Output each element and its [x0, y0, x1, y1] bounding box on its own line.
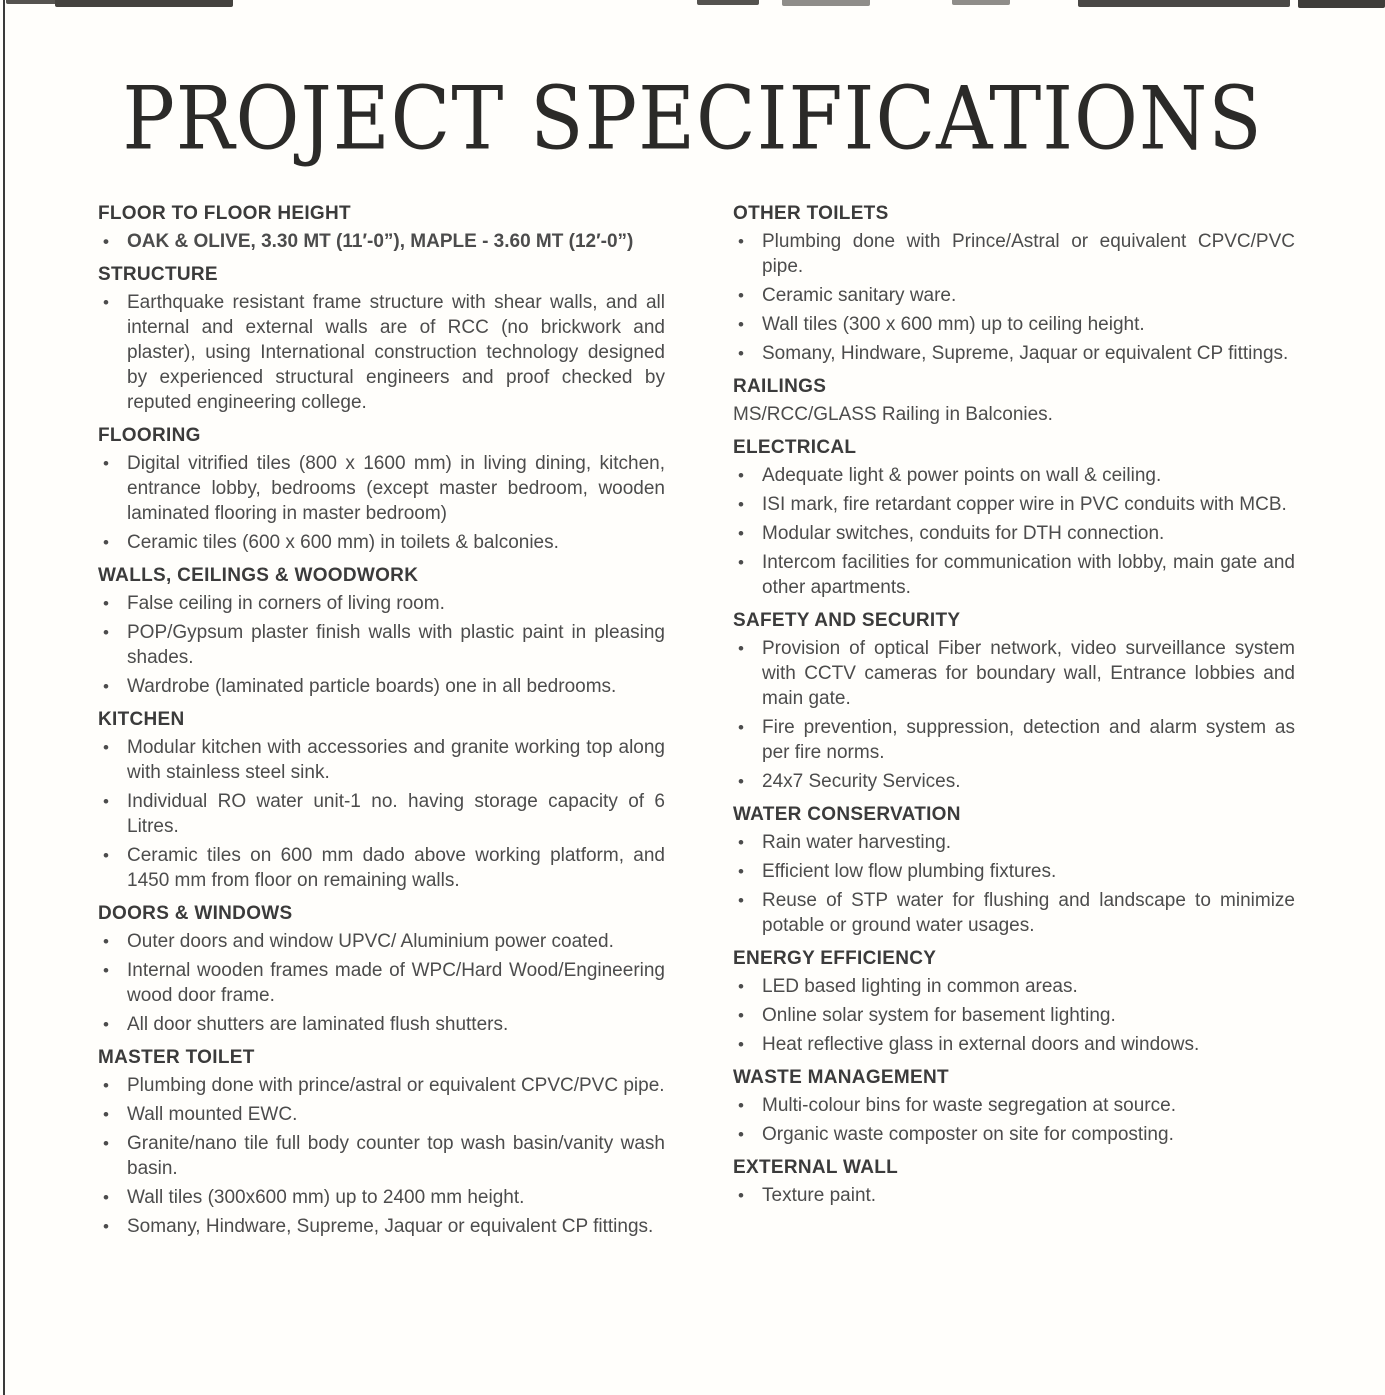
- section-heading: EXTERNAL WALL: [733, 1157, 899, 1178]
- bullet-icon: •: [103, 677, 109, 696]
- bullet-item: [98, 1102, 665, 1127]
- section-heading: DOORS & WINDOWS: [98, 903, 293, 924]
- item-text: Ceramic tiles (600 x 600 mm) in toilets & balconies.: [127, 532, 559, 553]
- bullet-item: [733, 283, 1295, 308]
- item-text: Multi-colour bins for waste segregation at source.: [762, 1095, 1176, 1116]
- item-text: OAK & OLIVE, 3.30 MT (11′-0”), MAPLE - 3.60 MT (12′-0”): [127, 231, 634, 252]
- section-items: [98, 591, 665, 699]
- section-items: [733, 402, 1295, 427]
- bullet-icon: •: [103, 738, 109, 757]
- page-title: PROJECT SPECIFICATIONS: [122, 69, 1263, 170]
- bullet-item: [98, 290, 665, 415]
- bullet-icon: •: [738, 772, 744, 791]
- item-text: Ceramic tiles on 600 mm dado above working platform, and 1450 mm from floor on remaining walls.: [127, 845, 665, 891]
- section-items: [98, 1073, 665, 1239]
- spec-section: [733, 203, 1295, 366]
- bullet-item: [733, 859, 1295, 884]
- item-text: Plumbing done with Prince/Astral or equivalent CPVC/PVC pipe.: [762, 231, 1295, 277]
- section-items: [98, 290, 665, 415]
- bullet-item: [733, 229, 1295, 279]
- bullet-icon: •: [738, 833, 744, 852]
- bullet-icon: •: [103, 1105, 109, 1124]
- spec-section: [733, 437, 1295, 600]
- bullet-item: [733, 636, 1295, 711]
- bullet-item: [98, 1185, 665, 1210]
- spec-section: [98, 1047, 665, 1239]
- item-text: Ceramic sanitary ware.: [762, 285, 957, 306]
- bullet-icon: •: [103, 293, 109, 312]
- section-heading: FLOORING: [98, 425, 201, 446]
- bullet-icon: •: [738, 1006, 744, 1025]
- item-text: Fire prevention, suppression, detection and alarm system as per fire norms.: [762, 717, 1295, 763]
- item-text: Online solar system for basement lighting.: [762, 1005, 1116, 1026]
- section-items: [733, 830, 1295, 938]
- item-text: Provision of optical Fiber network, video surveillance system with CCTV cameras for boundary wall, Entrance lobbies and main gate.: [762, 638, 1295, 709]
- item-text: Granite/nano tile full body counter top wash basin/vanity wash basin.: [127, 1133, 665, 1179]
- item-text: Modular switches, conduits for DTH connection.: [762, 523, 1165, 544]
- section-heading: STRUCTURE: [98, 264, 218, 285]
- spec-section: [98, 565, 665, 699]
- section-heading: SAFETY AND SECURITY: [733, 610, 961, 631]
- item-text: Individual RO water unit-1 no. having storage capacity of 6 Litres.: [127, 791, 665, 837]
- item-text: Intercom facilities for communication with lobby, main gate and other apartments.: [762, 552, 1295, 598]
- bullet-icon: •: [738, 1125, 744, 1144]
- bullet-item: [733, 715, 1295, 765]
- bullet-item: [733, 1183, 1295, 1208]
- bullet-item: [98, 735, 665, 785]
- item-text: ISI mark, fire retardant copper wire in PVC conduits with MCB.: [762, 494, 1287, 515]
- section-heading: WASTE MANAGEMENT: [733, 1067, 949, 1088]
- section-paragraph: [733, 402, 1295, 427]
- item-text: Organic waste composter on site for composting.: [762, 1124, 1174, 1145]
- top-edge-artifact: [1078, 0, 1290, 7]
- bullet-item: [733, 492, 1295, 517]
- bullet-icon: •: [103, 454, 109, 473]
- item-text: Somany, Hindware, Supreme, Jaquar or equivalent CP fittings.: [762, 343, 1289, 364]
- item-text: Adequate light & power points on wall & ceiling.: [762, 465, 1162, 486]
- bullet-item: [733, 521, 1295, 546]
- item-text: Plumbing done with prince/astral or equivalent CPVC/PVC pipe.: [127, 1075, 665, 1096]
- item-text: Heat reflective glass in external doors and windows.: [762, 1034, 1200, 1055]
- bullet-icon: •: [738, 466, 744, 485]
- spec-section: [98, 425, 665, 555]
- bullet-icon: •: [103, 1015, 109, 1034]
- bullet-item: [98, 620, 665, 670]
- bullet-icon: •: [738, 1186, 744, 1205]
- bullet-icon: •: [738, 495, 744, 514]
- section-heading: WALLS, CEILINGS & WOODWORK: [98, 565, 419, 586]
- section-items: [98, 451, 665, 555]
- item-text: POP/Gypsum plaster finish walls with plastic paint in pleasing shades.: [127, 622, 665, 668]
- section-items: [98, 229, 665, 254]
- bullet-icon: •: [103, 594, 109, 613]
- top-edge-artifact: [782, 0, 870, 6]
- bullet-icon: •: [103, 846, 109, 865]
- bullet-item: [733, 830, 1295, 855]
- bullet-item: [98, 843, 665, 893]
- bullet-item: [98, 958, 665, 1008]
- section-items: [733, 636, 1295, 794]
- item-text: 24x7 Security Services.: [762, 771, 961, 792]
- bullet-icon: •: [738, 639, 744, 658]
- bullet-icon: •: [738, 315, 744, 334]
- section-heading: RAILINGS: [733, 376, 827, 397]
- bullet-icon: •: [103, 1134, 109, 1153]
- left-border-rule: [3, 0, 5, 1395]
- bullet-item: [98, 674, 665, 699]
- bullet-item: [733, 463, 1295, 488]
- item-text: Rain water harvesting.: [762, 832, 952, 853]
- section-heading: OTHER TOILETS: [733, 203, 889, 224]
- top-edge-artifact: [952, 0, 1010, 5]
- bullet-item: [98, 789, 665, 839]
- bullet-item: [733, 1093, 1295, 1118]
- item-text: False ceiling in corners of living room.: [127, 593, 445, 614]
- bullet-item: [733, 312, 1295, 337]
- section-heading: FLOOR TO FLOOR HEIGHT: [98, 203, 351, 224]
- spec-section: [733, 376, 1295, 427]
- item-text: Wardrobe (laminated particle boards) one in all bedrooms.: [127, 676, 617, 697]
- bullet-item: [98, 229, 665, 254]
- bullet-icon: •: [738, 553, 744, 572]
- section-heading: KITCHEN: [98, 709, 185, 730]
- spec-section: [98, 264, 665, 415]
- bullet-icon: •: [103, 533, 109, 552]
- section-items: [733, 1183, 1295, 1208]
- item-text: LED based lighting in common areas.: [762, 976, 1078, 997]
- item-text: Outer doors and window UPVC/ Aluminium power coated.: [127, 931, 614, 952]
- bullet-icon: •: [103, 1076, 109, 1095]
- bullet-icon: •: [738, 1096, 744, 1115]
- item-text: Earthquake resistant frame structure with shear walls, and all internal and external walls are of RCC (no brickwork and plaster), using International construction technology designed by experienced structural engineers and proof checked by reputed engineering college.: [127, 292, 665, 413]
- item-text: Modular kitchen with accessories and granite working top along with stainless steel sink.: [127, 737, 665, 783]
- bullet-item: [733, 550, 1295, 600]
- item-text: Efficient low flow plumbing fixtures.: [762, 861, 1057, 882]
- bullet-item: [98, 451, 665, 526]
- section-heading: ELECTRICAL: [733, 437, 857, 458]
- spec-section: [733, 1067, 1295, 1147]
- bullet-icon: •: [103, 1217, 109, 1236]
- column-left: [98, 193, 665, 1243]
- item-text: Somany, Hindware, Supreme, Jaquar or equivalent CP fittings.: [127, 1216, 654, 1237]
- bullet-item: [733, 1032, 1295, 1057]
- item-text: MS/RCC/GLASS Railing in Balconies.: [733, 404, 1053, 425]
- item-text: Texture paint.: [762, 1185, 877, 1206]
- spec-section: [733, 610, 1295, 794]
- bullet-icon: •: [103, 961, 109, 980]
- bullet-item: [98, 530, 665, 555]
- bullet-icon: •: [738, 977, 744, 996]
- top-edge-artifact: [1298, 0, 1385, 8]
- section-heading: ENERGY EFFICIENCY: [733, 948, 937, 969]
- bullet-icon: •: [738, 718, 744, 737]
- section-items: [98, 735, 665, 893]
- spec-section: [98, 709, 665, 893]
- bullet-icon: •: [738, 862, 744, 881]
- item-text: Digital vitrified tiles (800 x 1600 mm) in living dining, kitchen, entrance lobby, bedrooms (except master bedroom, wooden laminated flooring in master bedroom): [127, 453, 665, 524]
- spec-section: [733, 1157, 1295, 1208]
- section-items: [733, 463, 1295, 600]
- column-right: [733, 193, 1295, 1212]
- item-text: All door shutters are laminated flush shutters.: [127, 1014, 509, 1035]
- bullet-icon: •: [103, 932, 109, 951]
- section-heading: MASTER TOILET: [98, 1047, 255, 1068]
- section-items: [733, 974, 1295, 1057]
- bullet-icon: •: [738, 891, 744, 910]
- bullet-item: [733, 1003, 1295, 1028]
- item-text: Wall tiles (300x600 mm) up to 2400 mm height.: [127, 1187, 525, 1208]
- item-text: Reuse of STP water for flushing and landscape to minimize potable or ground water usages.: [762, 890, 1295, 936]
- bullet-item: [98, 1073, 665, 1098]
- bullet-item: [733, 974, 1295, 999]
- item-text: Internal wooden frames made of WPC/Hard Wood/Engineering wood door frame.: [127, 960, 665, 1006]
- spec-section: [98, 203, 665, 254]
- section-items: [733, 229, 1295, 366]
- spec-section: [98, 903, 665, 1037]
- top-edge-artifact: [697, 0, 759, 5]
- item-text: Wall mounted EWC.: [127, 1104, 298, 1125]
- bullet-icon: •: [738, 524, 744, 543]
- bullet-icon: •: [738, 1035, 744, 1054]
- bullet-item: [98, 1012, 665, 1037]
- bullet-item: [98, 929, 665, 954]
- spec-section: [733, 804, 1295, 938]
- bullet-icon: •: [738, 232, 744, 251]
- bullet-item: [98, 1131, 665, 1181]
- bullet-icon: •: [103, 792, 109, 811]
- bullet-item: [733, 341, 1295, 366]
- bullet-item: [98, 591, 665, 616]
- section-items: [98, 929, 665, 1037]
- bullet-item: [98, 1214, 665, 1239]
- bullet-icon: •: [103, 1188, 109, 1207]
- bullet-item: [733, 769, 1295, 794]
- bullet-icon: •: [738, 286, 744, 305]
- bullet-icon: •: [103, 623, 109, 642]
- bullet-item: [733, 888, 1295, 938]
- item-text: Wall tiles (300 x 600 mm) up to ceiling height.: [762, 314, 1145, 335]
- bullet-icon: •: [103, 232, 109, 251]
- bullet-item: [733, 1122, 1295, 1147]
- bullet-icon: •: [738, 344, 744, 363]
- section-heading: WATER CONSERVATION: [733, 804, 961, 825]
- spec-section: [733, 948, 1295, 1057]
- section-items: [733, 1093, 1295, 1147]
- top-edge-artifact: [55, 0, 233, 7]
